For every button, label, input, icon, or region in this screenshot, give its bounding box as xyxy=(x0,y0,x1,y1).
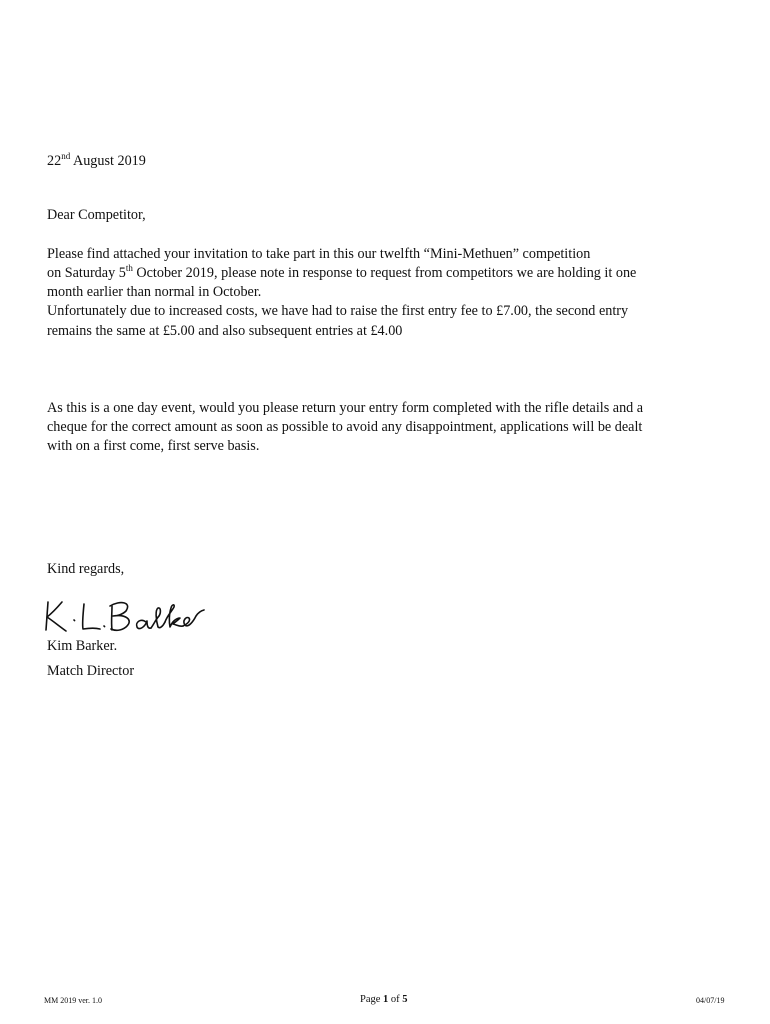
paragraph-1-line-3: month earlier than normal in October. xyxy=(47,284,262,300)
letter-date xyxy=(47,152,146,171)
paragraph-2-line-1: As this is a one day event, would you please return your entry form completed with the rifle details and a xyxy=(47,400,644,416)
page-prefix: Page xyxy=(360,994,384,1005)
page-current: 1 xyxy=(383,994,389,1005)
event-date-prefix: on Saturday 5 xyxy=(47,265,126,281)
paragraph-1-line-4: Unfortunately due to increased costs, we have had to raise the first entry fee to £7.00, the second entry xyxy=(47,303,629,319)
closing: Kind regards, xyxy=(47,561,125,577)
date-suffix: nd xyxy=(61,151,71,161)
event-date-suffix: th xyxy=(125,263,133,273)
footer-date: 04/07/19 xyxy=(696,996,725,1005)
signer-name: Kim Barker. xyxy=(47,638,118,654)
paragraph-1-line-1: Please find attached your invitation to take part in this our twelfth “Mini-Methuen” competition xyxy=(47,246,591,262)
date-day: 22 xyxy=(47,153,62,169)
paragraph-1-line-5: remains the same at £5.00 and also subsequent entries at £4.00 xyxy=(47,323,403,339)
footer-version: MM 2019 ver. 1.0 xyxy=(44,996,102,1005)
paragraph-1-line-2 xyxy=(47,264,636,283)
page-total: 5 xyxy=(402,994,408,1005)
paragraph-2-line-3: with on a first come, first serve basis. xyxy=(47,438,260,454)
paragraph-2-line-2: cheque for the correct amount as soon as possible to avoid any disappointment, applications will be dealt xyxy=(47,419,643,435)
handwritten-signature xyxy=(40,594,210,636)
signer-title: Match Director xyxy=(47,663,135,679)
date-rest: August 2019 xyxy=(70,153,146,169)
footer-page-number xyxy=(360,995,408,1005)
event-date-rest: October 2019, please note in response to request from competitors we are holding it one xyxy=(132,265,637,281)
page-of: of xyxy=(388,994,403,1005)
salutation: Dear Competitor, xyxy=(47,207,146,223)
